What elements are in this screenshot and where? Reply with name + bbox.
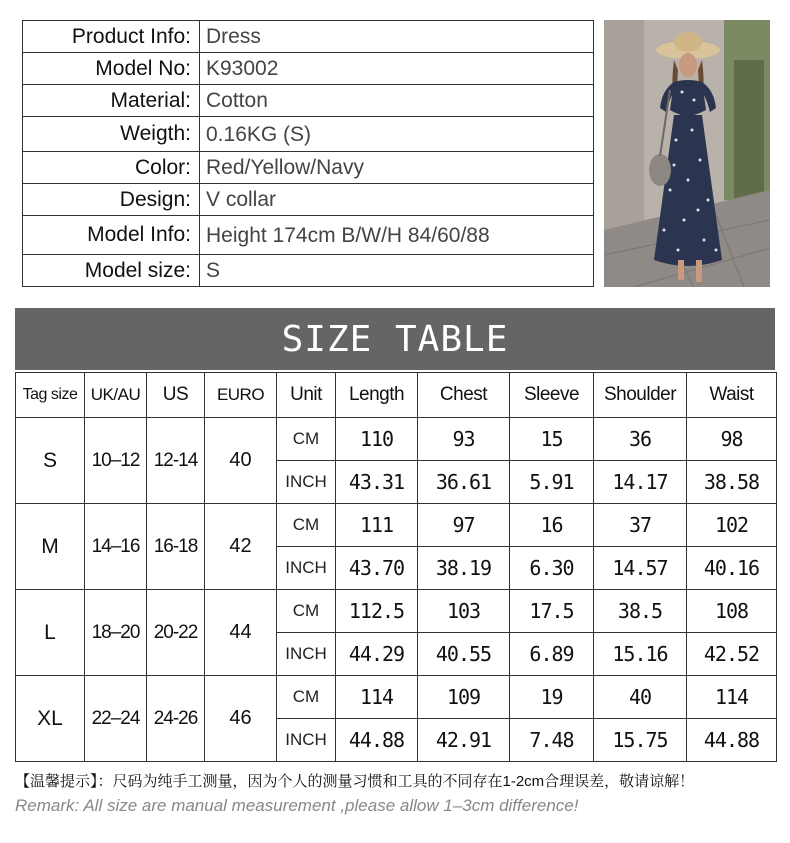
euro-cell: 44	[205, 590, 277, 676]
waist-cell: 40.16	[687, 547, 777, 590]
info-label: Product Info:	[23, 21, 200, 53]
sleeve-cell: 5.91	[510, 461, 594, 504]
info-value: S	[200, 255, 594, 287]
product-info-table	[22, 20, 594, 287]
chest-cell: 36.61	[418, 461, 510, 504]
shoulder-cell: 15.75	[594, 719, 687, 762]
header-unit: Unit	[277, 373, 336, 418]
euro-cell: 42	[205, 504, 277, 590]
unit-cell: CM	[277, 676, 336, 719]
header-us: US	[147, 373, 205, 418]
uk-au-cell: 14–16	[85, 504, 147, 590]
waist-cell: 42.52	[687, 633, 777, 676]
waist-cell: 114	[687, 676, 777, 719]
unit-cell: CM	[277, 504, 336, 547]
sleeve-cell: 19	[510, 676, 594, 719]
info-value: Height 174cm B/W/H 84/60/88	[200, 216, 594, 255]
length-cell: 44.29	[336, 633, 418, 676]
waist-cell: 108	[687, 590, 777, 633]
unit-cell: CM	[277, 418, 336, 461]
info-value: V collar	[200, 184, 594, 216]
sleeve-cell: 17.5	[510, 590, 594, 633]
header-shoulder: Shoulder	[594, 373, 687, 418]
chest-cell: 97	[418, 504, 510, 547]
info-value: Cotton	[200, 85, 594, 117]
info-row-material	[23, 85, 594, 117]
shoulder-cell: 14.57	[594, 547, 687, 590]
chest-cell: 103	[418, 590, 510, 633]
chinese-remark: 【温馨提示】：尺码为纯手工测量，因为个人的测量习惯和工具的不同存在1-2cm合理误差，敬请谅解！	[15, 773, 695, 790]
header-tag-size: Tag size	[16, 373, 85, 418]
us-cell: 20-22	[147, 590, 205, 676]
info-row-design	[23, 184, 594, 216]
shoulder-cell: 15.16	[594, 633, 687, 676]
model-photo-illustration	[604, 20, 770, 287]
length-cell: 43.31	[336, 461, 418, 504]
tag-size-cell: XL	[16, 676, 85, 762]
sleeve-cell: 6.30	[510, 547, 594, 590]
info-row-model-info	[23, 216, 594, 255]
info-label: Design:	[23, 184, 200, 216]
length-cell: 111	[336, 504, 418, 547]
info-label: Color:	[23, 152, 200, 184]
sleeve-cell: 16	[510, 504, 594, 547]
info-label: Model Info:	[23, 216, 200, 255]
uk-au-cell: 22–24	[85, 676, 147, 762]
header-length: Length	[336, 373, 418, 418]
uk-au-cell: 10–12	[85, 418, 147, 504]
shoulder-cell: 14.17	[594, 461, 687, 504]
unit-cell: INCH	[277, 633, 336, 676]
info-value: Dress	[200, 21, 594, 53]
sleeve-cell: 15	[510, 418, 594, 461]
euro-cell: 46	[205, 676, 277, 762]
us-cell: 24-26	[147, 676, 205, 762]
chest-cell: 42.91	[418, 719, 510, 762]
header-uk-au: UK/AU	[85, 373, 147, 418]
info-row-weight	[23, 117, 594, 152]
info-value: 0.16KG (S)	[200, 117, 594, 152]
tag-size-cell: L	[16, 590, 85, 676]
shoulder-cell: 36	[594, 418, 687, 461]
table-row	[16, 504, 777, 547]
waist-cell: 38.58	[687, 461, 777, 504]
chest-cell: 38.19	[418, 547, 510, 590]
chest-cell: 93	[418, 418, 510, 461]
unit-cell: INCH	[277, 461, 336, 504]
waist-cell: 44.88	[687, 719, 777, 762]
unit-cell: CM	[277, 590, 336, 633]
uk-au-cell: 18–20	[85, 590, 147, 676]
info-row-model-size	[23, 255, 594, 287]
size-table-header-row	[16, 373, 777, 418]
size-table	[15, 372, 777, 762]
info-label: Material:	[23, 85, 200, 117]
size-table-title: SIZE TABLE	[15, 308, 775, 370]
length-cell: 112.5	[336, 590, 418, 633]
model-photo	[604, 20, 770, 287]
sleeve-cell: 6.89	[510, 633, 594, 676]
info-row-model-no	[23, 53, 594, 85]
us-cell: 16-18	[147, 504, 205, 590]
unit-cell: INCH	[277, 547, 336, 590]
english-remark: Remark: All size are manual measurement ,please allow 1–3cm difference!	[15, 796, 579, 815]
length-cell: 114	[336, 676, 418, 719]
tag-size-cell: M	[16, 504, 85, 590]
shoulder-cell: 37	[594, 504, 687, 547]
waist-cell: 98	[687, 418, 777, 461]
table-row	[16, 418, 777, 461]
header-sleeve: Sleeve	[510, 373, 594, 418]
table-row	[16, 676, 777, 719]
length-cell: 44.88	[336, 719, 418, 762]
header-waist: Waist	[687, 373, 777, 418]
info-row-color	[23, 152, 594, 184]
shoulder-cell: 38.5	[594, 590, 687, 633]
sleeve-cell: 7.48	[510, 719, 594, 762]
waist-cell: 102	[687, 504, 777, 547]
shoulder-cell: 40	[594, 676, 687, 719]
chest-cell: 109	[418, 676, 510, 719]
header-euro: EURO	[205, 373, 277, 418]
header-chest: Chest	[418, 373, 510, 418]
info-label: Weigth:	[23, 117, 200, 152]
length-cell: 43.70	[336, 547, 418, 590]
table-row	[16, 590, 777, 633]
info-row-product	[23, 21, 594, 53]
euro-cell: 40	[205, 418, 277, 504]
us-cell: 12-14	[147, 418, 205, 504]
unit-cell: INCH	[277, 719, 336, 762]
info-label: Model No:	[23, 53, 200, 85]
info-value: K93002	[200, 53, 594, 85]
chest-cell: 40.55	[418, 633, 510, 676]
info-label: Model size:	[23, 255, 200, 287]
tag-size-cell: S	[16, 418, 85, 504]
info-value: Red/Yellow/Navy	[200, 152, 594, 184]
length-cell: 110	[336, 418, 418, 461]
